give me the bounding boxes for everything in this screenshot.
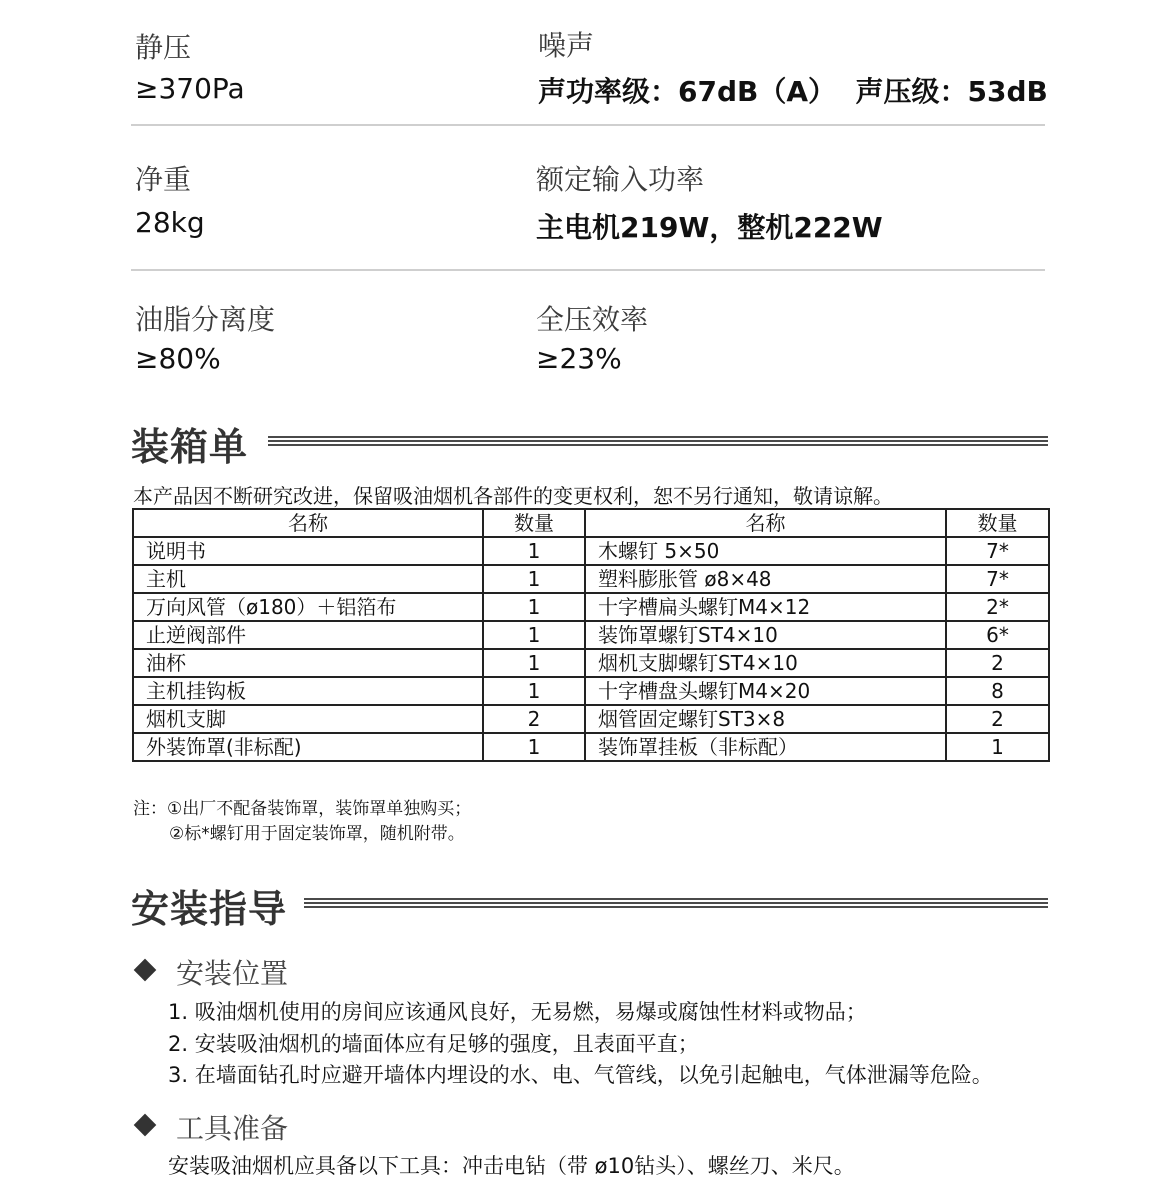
item-qty: 6* (946, 621, 1049, 649)
packing-table (132, 508, 1050, 762)
col-header-name: 名称 (585, 509, 946, 537)
item-qty: 1 (483, 677, 585, 705)
item-name: 烟管固定螺钉ST3×8 (585, 705, 946, 733)
title-rule (268, 436, 1048, 448)
packing-notice: 本产品因不断研究改进，保留吸油烟机各部件的变更权利，恕不另行通知，敬请谅解。 (133, 484, 893, 508)
col-header-qty: 数量 (483, 509, 585, 537)
static-pressure-value: ≥370Pa (135, 72, 245, 105)
location-heading: 安装位置 (176, 957, 289, 990)
grease-separation-value: ≥80% (135, 342, 221, 375)
divider (131, 269, 1045, 271)
item-qty: 1 (946, 733, 1049, 761)
diamond-bullet-icon (134, 1114, 157, 1137)
item-qty: 2* (946, 593, 1049, 621)
divider (131, 124, 1045, 126)
net-weight-label: 净重 (135, 163, 192, 196)
item-qty: 8 (946, 677, 1049, 705)
grease-separation-label: 油脂分离度 (135, 303, 276, 336)
item-qty: 1 (483, 565, 585, 593)
packing-note-1: 注：①出厂不配备装饰罩，装饰罩单独购买； (133, 799, 472, 819)
title-rule (304, 898, 1048, 910)
item-name: 油杯 (133, 649, 483, 677)
location-item-1: 1. 吸油烟机使用的房间应该通风良好，无易燃，易爆或腐蚀性材料或物品； (168, 1000, 867, 1024)
rated-power-label: 额定输入功率 (536, 163, 705, 196)
table-header-row (133, 509, 1049, 537)
item-name: 主机挂钩板 (133, 677, 483, 705)
item-qty: 1 (483, 537, 585, 565)
diamond-bullet-icon (134, 959, 157, 982)
table-row (133, 621, 1049, 649)
item-name: 装饰罩螺钉ST4×10 (585, 621, 946, 649)
item-name: 十字槽扁头螺钉M4×12 (585, 593, 946, 621)
col-header-qty: 数量 (946, 509, 1049, 537)
item-qty: 2 (483, 705, 585, 733)
item-qty: 1 (483, 621, 585, 649)
noise-label: 噪声 (538, 29, 595, 62)
location-item-3: 3. 在墙面钻孔时应避开墙体内埋设的水、电、气管线，以免引起触电，气体泄漏等危险。 (168, 1063, 993, 1087)
item-name: 十字槽盘头螺钉M4×20 (585, 677, 946, 705)
item-name: 装饰罩挂板（非标配） (585, 733, 946, 761)
item-qty: 1 (483, 649, 585, 677)
noise-value: 声功率级：67dB（A） 声压级：53dB (538, 75, 1048, 108)
rated-power-value: 主电机219W，整机222W (536, 211, 883, 244)
item-name: 木螺钉 5×50 (585, 537, 946, 565)
efficiency-value: ≥23% (536, 342, 622, 375)
efficiency-label: 全压效率 (536, 303, 649, 336)
table-row (133, 705, 1049, 733)
location-item-2: 2. 安装吸油烟机的墙面体应有足够的强度，且表面平直； (168, 1032, 699, 1056)
static-pressure-label: 静压 (135, 31, 192, 64)
item-name: 烟机支脚 (133, 705, 483, 733)
install-title: 安装指导 (131, 887, 288, 931)
tools-heading: 工具准备 (176, 1112, 289, 1145)
table-row (133, 677, 1049, 705)
item-name: 塑料膨胀管 ø8×48 (585, 565, 946, 593)
item-qty: 7* (946, 565, 1049, 593)
item-name: 外装饰罩(非标配) (133, 733, 483, 761)
table-row (133, 537, 1049, 565)
table-row (133, 593, 1049, 621)
item-name: 说明书 (133, 537, 483, 565)
tools-text: 安装吸油烟机应具备以下工具：冲击电钻（带 ø10钻头）、螺丝刀、米尺。 (168, 1154, 855, 1178)
col-header-name: 名称 (133, 509, 483, 537)
packing-title: 装箱单 (131, 425, 249, 469)
item-name: 万向风管（ø180）＋铝箔布 (133, 593, 483, 621)
item-qty: 7* (946, 537, 1049, 565)
item-name: 烟机支脚螺钉ST4×10 (585, 649, 946, 677)
item-name: 止逆阀部件 (133, 621, 483, 649)
item-name: 主机 (133, 565, 483, 593)
table-row (133, 565, 1049, 593)
packing-note-2: ②标*螺钉用于固定装饰罩，随机附带。 (169, 824, 465, 844)
item-qty: 2 (946, 705, 1049, 733)
item-qty: 1 (483, 593, 585, 621)
net-weight-value: 28kg (135, 206, 205, 239)
table-row (133, 733, 1049, 761)
table-row (133, 649, 1049, 677)
item-qty: 1 (483, 733, 585, 761)
item-qty: 2 (946, 649, 1049, 677)
